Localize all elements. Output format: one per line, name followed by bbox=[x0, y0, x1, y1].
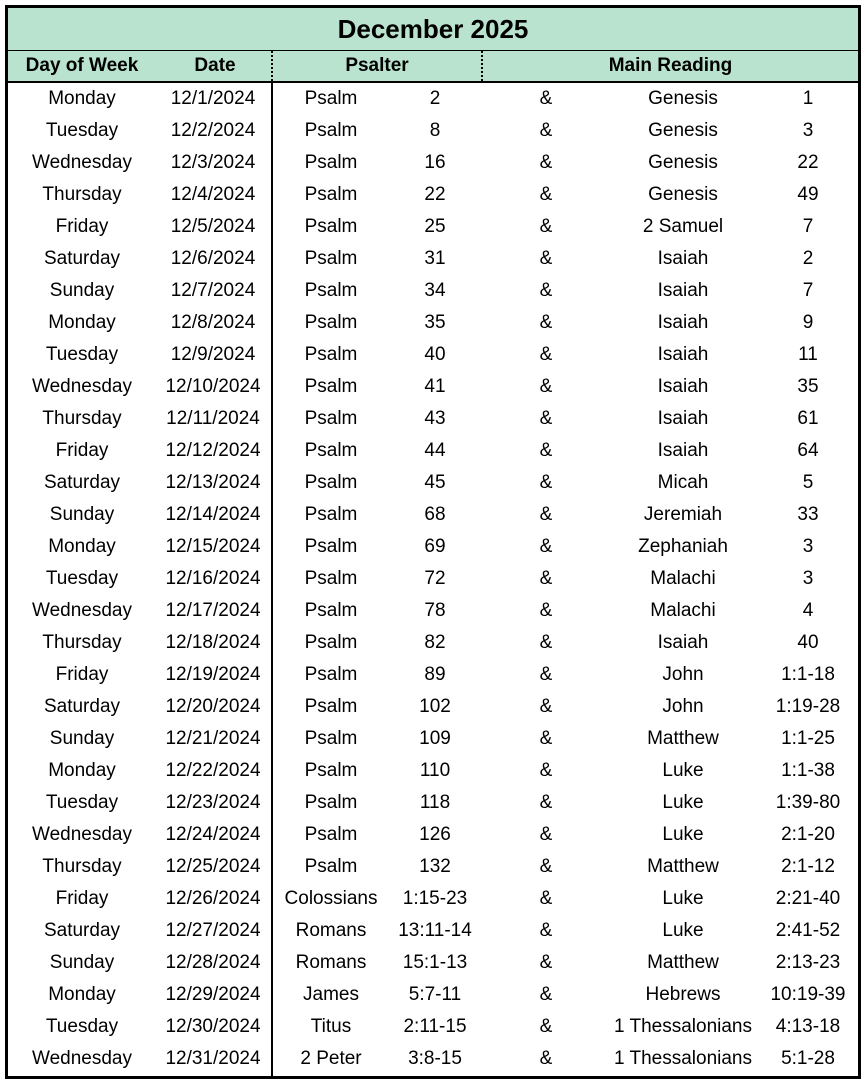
table-row bbox=[8, 563, 858, 595]
cell-ampersand: & bbox=[539, 1048, 553, 1069]
cell-main-passage: 49 bbox=[797, 184, 819, 205]
table-row bbox=[8, 787, 858, 819]
table-row bbox=[8, 883, 858, 915]
cell-date: 12/29/2024 bbox=[165, 984, 261, 1005]
table-row bbox=[8, 403, 858, 435]
cell-psalter-book: Psalm bbox=[304, 216, 358, 237]
cell-day: Wednesday bbox=[32, 824, 132, 845]
cell-main-book: Isaiah bbox=[657, 376, 709, 397]
cell-day: Thursday bbox=[42, 632, 122, 653]
cell-main-passage: 2:1-12 bbox=[781, 856, 835, 877]
table-row bbox=[8, 147, 858, 179]
cell-day: Wednesday bbox=[32, 376, 132, 397]
cell-day: Friday bbox=[55, 664, 109, 685]
cell-psalter-passage: 3:8-15 bbox=[408, 1048, 462, 1069]
cell-main-passage: 2:1-20 bbox=[781, 824, 835, 845]
cell-ampersand: & bbox=[539, 536, 553, 557]
cell-day: Monday bbox=[48, 88, 116, 109]
cell-psalter-passage: 69 bbox=[424, 536, 446, 557]
cell-date: 12/13/2024 bbox=[165, 472, 261, 493]
table-row bbox=[8, 371, 858, 403]
cell-psalter-book: Titus bbox=[310, 1016, 352, 1037]
cell-psalter-passage: 102 bbox=[419, 696, 451, 717]
cell-day: Thursday bbox=[42, 856, 122, 877]
cell-date: 12/26/2024 bbox=[165, 888, 261, 909]
cell-psalter-passage: 68 bbox=[424, 504, 446, 525]
cell-main-passage: 5 bbox=[802, 472, 814, 493]
cell-day: Sunday bbox=[49, 280, 115, 301]
cell-psalter-book: Psalm bbox=[304, 792, 358, 813]
cell-ampersand: & bbox=[539, 920, 553, 941]
cell-psalter-passage: 132 bbox=[419, 856, 451, 877]
cell-psalter-book: Psalm bbox=[304, 536, 358, 557]
cell-main-passage: 64 bbox=[797, 440, 819, 461]
header-main-reading: Main Reading bbox=[608, 55, 733, 76]
cell-date: 12/12/2024 bbox=[165, 440, 261, 461]
cell-main-book: Micah bbox=[657, 472, 709, 493]
cell-day: Tuesday bbox=[45, 120, 119, 141]
table-row bbox=[8, 307, 858, 339]
cell-day: Saturday bbox=[43, 248, 121, 269]
cell-main-passage: 4 bbox=[802, 600, 814, 621]
cell-date: 12/23/2024 bbox=[165, 792, 261, 813]
cell-day: Saturday bbox=[43, 472, 121, 493]
cell-ampersand: & bbox=[539, 632, 553, 653]
cell-ampersand: & bbox=[539, 88, 553, 109]
cell-ampersand: & bbox=[539, 408, 553, 429]
cell-psalter-passage: 126 bbox=[419, 824, 451, 845]
cell-psalter-book: Psalm bbox=[304, 728, 358, 749]
cell-main-book: Isaiah bbox=[657, 280, 709, 301]
cell-main-book: 2 Samuel bbox=[642, 216, 724, 237]
cell-main-book: John bbox=[662, 696, 704, 717]
table-row bbox=[8, 819, 858, 851]
cell-main-passage: 1:1-38 bbox=[781, 760, 835, 781]
cell-psalter-book: Psalm bbox=[304, 280, 358, 301]
cell-psalter-passage: 72 bbox=[424, 568, 446, 589]
cell-ampersand: & bbox=[539, 472, 553, 493]
cell-ampersand: & bbox=[539, 440, 553, 461]
cell-main-passage: 3 bbox=[802, 120, 814, 141]
cell-main-passage: 1:19-28 bbox=[775, 696, 841, 717]
cell-ampersand: & bbox=[539, 792, 553, 813]
page-title: December 2025 bbox=[8, 8, 858, 51]
cell-date: 12/5/2024 bbox=[170, 216, 256, 237]
cell-day: Wednesday bbox=[32, 600, 132, 621]
table-row bbox=[8, 723, 858, 755]
cell-psalter-book: 2 Peter bbox=[300, 1048, 362, 1069]
cell-day: Sunday bbox=[49, 728, 115, 749]
cell-main-book: Luke bbox=[662, 792, 704, 813]
header-day-of-week: Day of Week bbox=[25, 55, 139, 76]
cell-date: 12/6/2024 bbox=[170, 248, 256, 269]
cell-psalter-book: Psalm bbox=[304, 408, 358, 429]
cell-main-book: Jeremiah bbox=[643, 504, 723, 525]
cell-main-passage: 10:19-39 bbox=[770, 984, 846, 1005]
cell-psalter-passage: 1:15-23 bbox=[402, 888, 468, 909]
cell-ampersand: & bbox=[539, 312, 553, 333]
cell-date: 12/22/2024 bbox=[165, 760, 261, 781]
cell-day: Monday bbox=[48, 984, 116, 1005]
cell-psalter-book: Psalm bbox=[304, 824, 358, 845]
cell-ampersand: & bbox=[539, 504, 553, 525]
table-row bbox=[8, 659, 858, 691]
cell-day: Friday bbox=[55, 216, 109, 237]
cell-ampersand: & bbox=[539, 376, 553, 397]
cell-psalter-book: Psalm bbox=[304, 696, 358, 717]
cell-main-passage: 2:13-23 bbox=[775, 952, 841, 973]
cell-psalter-passage: 15:1-13 bbox=[402, 952, 468, 973]
cell-psalter-passage: 5:7-11 bbox=[408, 984, 462, 1005]
cell-main-book: Matthew bbox=[647, 728, 719, 749]
cell-main-book: Matthew bbox=[647, 952, 719, 973]
table-row bbox=[8, 275, 858, 307]
cell-main-passage: 61 bbox=[797, 408, 819, 429]
cell-date: 12/2/2024 bbox=[170, 120, 256, 141]
cell-day: Monday bbox=[48, 312, 116, 333]
cell-psalter-book: Psalm bbox=[304, 344, 358, 365]
cell-ampersand: & bbox=[539, 344, 553, 365]
cell-day: Wednesday bbox=[32, 152, 132, 173]
cell-day: Monday bbox=[48, 760, 116, 781]
cell-date: 12/31/2024 bbox=[165, 1048, 261, 1069]
table-row bbox=[8, 467, 858, 499]
cell-ampersand: & bbox=[539, 120, 553, 141]
cell-date: 12/28/2024 bbox=[165, 952, 261, 973]
table-row bbox=[8, 915, 858, 947]
cell-day: Wednesday bbox=[32, 1048, 132, 1069]
cell-main-book: Isaiah bbox=[657, 408, 709, 429]
cell-psalter-book: Psalm bbox=[304, 152, 358, 173]
cell-date: 12/10/2024 bbox=[165, 376, 261, 397]
header-date: Date bbox=[194, 55, 236, 76]
cell-psalter-passage: 2 bbox=[429, 88, 441, 109]
cell-date: 12/7/2024 bbox=[170, 280, 256, 301]
cell-psalter-passage: 31 bbox=[424, 248, 446, 269]
cell-psalter-book: James bbox=[303, 984, 359, 1005]
cell-day: Saturday bbox=[43, 696, 121, 717]
cell-psalter-book: Psalm bbox=[304, 312, 358, 333]
reading-plan-table bbox=[5, 5, 861, 1079]
table-row bbox=[8, 1043, 858, 1075]
cell-psalter-passage: 13:11-14 bbox=[398, 920, 472, 941]
table-row bbox=[8, 851, 858, 883]
table-row bbox=[8, 243, 858, 275]
cell-main-book: Genesis bbox=[648, 184, 718, 205]
cell-psalter-book: Psalm bbox=[304, 88, 358, 109]
cell-ampersand: & bbox=[539, 568, 553, 589]
cell-date: 12/1/2024 bbox=[170, 88, 256, 109]
cell-day: Saturday bbox=[43, 920, 121, 941]
cell-ampersand: & bbox=[539, 664, 553, 685]
cell-ampersand: & bbox=[539, 824, 553, 845]
cell-date: 12/18/2024 bbox=[165, 632, 261, 653]
cell-psalter-book: Romans bbox=[295, 952, 367, 973]
cell-main-book: Luke bbox=[662, 920, 704, 941]
cell-day: Friday bbox=[55, 440, 109, 461]
cell-psalter-book: Romans bbox=[295, 920, 367, 941]
cell-psalter-passage: 45 bbox=[424, 472, 446, 493]
cell-psalter-book: Psalm bbox=[304, 664, 358, 685]
table-row bbox=[8, 947, 858, 979]
cell-ampersand: & bbox=[539, 856, 553, 877]
table-row bbox=[8, 179, 858, 211]
cell-psalter-passage: 78 bbox=[424, 600, 446, 621]
cell-main-passage: 7 bbox=[802, 216, 814, 237]
cell-date: 12/25/2024 bbox=[165, 856, 261, 877]
cell-main-book: Matthew bbox=[647, 856, 719, 877]
cell-main-book: Isaiah bbox=[657, 248, 709, 269]
cell-date: 12/4/2024 bbox=[170, 184, 256, 205]
cell-date: 12/19/2024 bbox=[165, 664, 261, 685]
cell-psalter-passage: 35 bbox=[424, 312, 446, 333]
cell-psalter-book: Psalm bbox=[304, 568, 358, 589]
cell-psalter-book: Psalm bbox=[304, 472, 358, 493]
cell-psalter-book: Psalm bbox=[304, 600, 358, 621]
cell-psalter-book: Psalm bbox=[304, 632, 358, 653]
table-row bbox=[8, 115, 858, 147]
cell-ampersand: & bbox=[539, 216, 553, 237]
cell-psalter-book: Psalm bbox=[304, 120, 358, 141]
cell-main-passage: 2:41-52 bbox=[775, 920, 841, 941]
table-row bbox=[8, 211, 858, 243]
cell-ampersand: & bbox=[539, 888, 553, 909]
cell-psalter-passage: 41 bbox=[424, 376, 446, 397]
table-row bbox=[8, 339, 858, 371]
cell-psalter-book: Psalm bbox=[304, 504, 358, 525]
cell-psalter-passage: 25 bbox=[424, 216, 446, 237]
cell-psalter-passage: 89 bbox=[424, 664, 446, 685]
cell-date: 12/24/2024 bbox=[165, 824, 261, 845]
cell-main-passage: 1:1-25 bbox=[781, 728, 835, 749]
table-row bbox=[8, 1011, 858, 1043]
header-divider bbox=[481, 51, 483, 81]
cell-ampersand: & bbox=[539, 152, 553, 173]
cell-main-passage: 9 bbox=[802, 312, 814, 333]
cell-day: Sunday bbox=[49, 952, 115, 973]
cell-main-book: Malachi bbox=[650, 600, 716, 621]
cell-day: Tuesday bbox=[45, 1016, 119, 1037]
cell-day: Tuesday bbox=[45, 792, 119, 813]
cell-main-book: 1 Thessalonians bbox=[613, 1016, 753, 1037]
cell-main-book: Malachi bbox=[650, 568, 716, 589]
cell-main-passage: 3 bbox=[802, 568, 814, 589]
cell-day: Thursday bbox=[42, 184, 122, 205]
cell-main-book: Isaiah bbox=[657, 312, 709, 333]
table-body bbox=[8, 83, 858, 1077]
cell-psalter-passage: 109 bbox=[419, 728, 451, 749]
cell-main-book: Luke bbox=[662, 760, 704, 781]
cell-psalter-book: Psalm bbox=[304, 376, 358, 397]
cell-ampersand: & bbox=[539, 600, 553, 621]
table-row bbox=[8, 499, 858, 531]
cell-main-book: Genesis bbox=[648, 152, 718, 173]
cell-psalter-passage: 82 bbox=[424, 632, 446, 653]
cell-psalter-passage: 110 bbox=[419, 760, 451, 781]
cell-ampersand: & bbox=[539, 248, 553, 269]
cell-main-passage: 2 bbox=[802, 248, 814, 269]
cell-day: Monday bbox=[48, 536, 116, 557]
cell-psalter-book: Colossians bbox=[284, 888, 378, 909]
cell-ampersand: & bbox=[539, 1016, 553, 1037]
cell-psalter-book: Psalm bbox=[304, 856, 358, 877]
cell-main-passage: 7 bbox=[802, 280, 814, 301]
table-row bbox=[8, 755, 858, 787]
cell-main-passage: 33 bbox=[797, 504, 819, 525]
cell-main-passage: 11 bbox=[798, 344, 818, 365]
cell-date: 12/27/2024 bbox=[165, 920, 261, 941]
cell-main-passage: 40 bbox=[797, 632, 819, 653]
table-row bbox=[8, 691, 858, 723]
cell-main-passage: 4:13-18 bbox=[775, 1016, 841, 1037]
cell-main-passage: 1 bbox=[802, 88, 814, 109]
cell-psalter-passage: 16 bbox=[424, 152, 446, 173]
cell-main-book: Zephaniah bbox=[638, 536, 728, 557]
cell-psalter-book: Psalm bbox=[304, 248, 358, 269]
cell-day: Tuesday bbox=[45, 568, 119, 589]
table-row bbox=[8, 627, 858, 659]
cell-date: 12/14/2024 bbox=[165, 504, 261, 525]
cell-ampersand: & bbox=[539, 728, 553, 749]
cell-psalter-passage: 8 bbox=[429, 120, 441, 141]
cell-main-book: Genesis bbox=[648, 88, 718, 109]
table-row bbox=[8, 435, 858, 467]
cell-main-passage: 5:1-28 bbox=[781, 1048, 835, 1069]
cell-day: Sunday bbox=[49, 504, 115, 525]
cell-psalter-passage: 118 bbox=[419, 792, 451, 813]
cell-psalter-passage: 22 bbox=[424, 184, 446, 205]
cell-main-book: John bbox=[662, 664, 704, 685]
cell-ampersand: & bbox=[539, 280, 553, 301]
table-row bbox=[8, 531, 858, 563]
cell-date: 12/20/2024 bbox=[165, 696, 261, 717]
table-row bbox=[8, 595, 858, 627]
cell-psalter-passage: 34 bbox=[424, 280, 446, 301]
cell-main-book: Luke bbox=[662, 888, 704, 909]
cell-day: Friday bbox=[55, 888, 109, 909]
cell-main-passage: 1:1-18 bbox=[781, 664, 835, 685]
table-row bbox=[8, 83, 858, 115]
cell-main-book: Luke bbox=[662, 824, 704, 845]
cell-date: 12/11/2024 bbox=[166, 408, 260, 429]
cell-psalter-passage: 2:11-15 bbox=[403, 1016, 467, 1037]
cell-ampersand: & bbox=[539, 984, 553, 1005]
cell-date: 12/15/2024 bbox=[165, 536, 261, 557]
cell-date: 12/16/2024 bbox=[165, 568, 261, 589]
cell-psalter-passage: 44 bbox=[424, 440, 446, 461]
cell-main-book: Genesis bbox=[648, 120, 718, 141]
cell-psalter-book: Psalm bbox=[304, 440, 358, 461]
cell-main-passage: 22 bbox=[797, 152, 819, 173]
cell-ampersand: & bbox=[539, 760, 553, 781]
cell-date: 12/9/2024 bbox=[170, 344, 256, 365]
cell-date: 12/17/2024 bbox=[165, 600, 261, 621]
cell-psalter-passage: 40 bbox=[424, 344, 446, 365]
cell-main-passage: 2:21-40 bbox=[775, 888, 841, 909]
cell-day: Thursday bbox=[42, 408, 122, 429]
cell-main-book: Hebrews bbox=[645, 984, 721, 1005]
cell-main-passage: 1:39-80 bbox=[775, 792, 841, 813]
cell-date: 12/30/2024 bbox=[165, 1016, 261, 1037]
table-row bbox=[8, 979, 858, 1011]
cell-main-passage: 3 bbox=[802, 536, 814, 557]
cell-ampersand: & bbox=[539, 184, 553, 205]
column-header-row bbox=[8, 51, 858, 83]
cell-main-passage: 35 bbox=[797, 376, 819, 397]
header-divider bbox=[271, 51, 273, 81]
cell-date: 12/3/2024 bbox=[170, 152, 256, 173]
cell-main-book: Isaiah bbox=[657, 440, 709, 461]
cell-date: 12/8/2024 bbox=[170, 312, 256, 333]
cell-psalter-passage: 43 bbox=[424, 408, 446, 429]
cell-main-book: Isaiah bbox=[657, 344, 709, 365]
cell-ampersand: & bbox=[539, 696, 553, 717]
cell-psalter-book: Psalm bbox=[304, 184, 358, 205]
cell-psalter-book: Psalm bbox=[304, 760, 358, 781]
cell-ampersand: & bbox=[539, 952, 553, 973]
header-psalter: Psalter bbox=[345, 55, 409, 76]
cell-main-book: Isaiah bbox=[657, 632, 709, 653]
cell-main-book: 1 Thessalonians bbox=[613, 1048, 753, 1069]
cell-date: 12/21/2024 bbox=[165, 728, 261, 749]
cell-day: Tuesday bbox=[45, 344, 119, 365]
